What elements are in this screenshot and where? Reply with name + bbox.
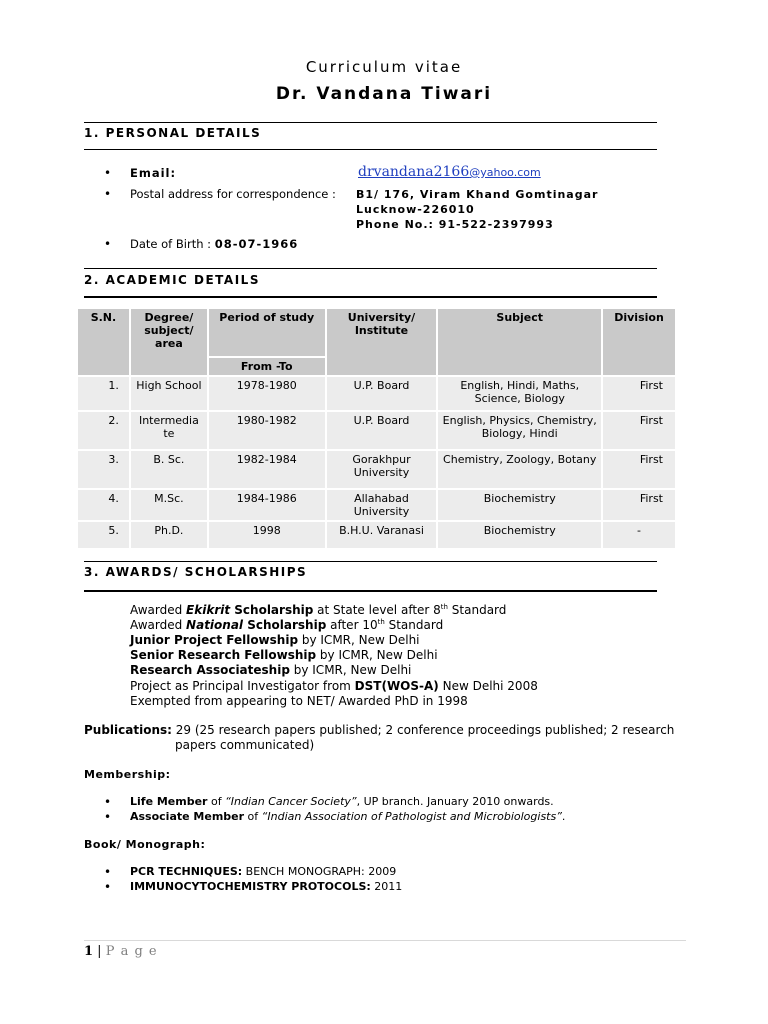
award-text: Awarded <box>130 603 187 617</box>
award-name: Research Associateship <box>130 663 290 677</box>
header-university: University/ Institute <box>326 309 438 376</box>
table-row <box>78 450 676 489</box>
membership-item <box>130 810 565 823</box>
membership-heading: Membership: <box>84 768 171 781</box>
academic-table <box>78 309 677 550</box>
member-org: “Indian Cancer Society” <box>225 795 357 808</box>
book-heading: Book/ Monograph: <box>84 838 206 851</box>
cell-subject: English, Hindi, Maths, Science, Biology <box>437 376 602 411</box>
footer-divider <box>84 940 686 941</box>
cell-degree: M.Sc. <box>130 489 208 521</box>
cell-division: First <box>602 489 676 521</box>
header-sn: S.N. <box>78 309 130 376</box>
cell-university: U.P. Board <box>326 376 438 411</box>
bullet: • <box>104 166 112 180</box>
page-separator: | <box>93 944 106 959</box>
award-text: Project as Principal Investigator from <box>130 679 355 693</box>
cell-degree: Intermedia te <box>130 411 208 450</box>
award-text: by ICMR, New Delhi <box>298 633 420 647</box>
address-line2: Lucknow-226010 <box>356 203 475 216</box>
bullet: • <box>104 865 112 879</box>
award-text: by ICMR, New Delhi <box>289 663 412 677</box>
divider <box>84 296 657 298</box>
publications-line <box>84 723 674 737</box>
cell-degree: Ph.D. <box>130 521 208 549</box>
cell-subject: Biochemistry <box>437 489 602 521</box>
bullet: • <box>104 795 112 809</box>
member-text: , UP branch. January 2010 onwards. <box>356 795 554 808</box>
award-item <box>130 663 411 677</box>
person-name: Dr. Vandana Tiwari <box>275 84 493 104</box>
cell-subject: Chemistry, Zoology, Botany <box>437 450 602 489</box>
book-title: IMMUNOCYTOCHEMISTRY PROTOCOLS: <box>130 880 371 893</box>
dob-value: 08-07-1966 <box>214 237 299 251</box>
award-item <box>130 633 420 647</box>
award-type: Scholarship <box>243 618 327 632</box>
page-footer <box>84 944 158 959</box>
award-name: Junior Project Fellowship <box>130 633 299 647</box>
table-row <box>78 411 676 450</box>
header-degree: Degree/ subject/ area <box>130 309 208 376</box>
superscript: th <box>377 618 385 626</box>
cell-university: Gorakhpur University <box>326 450 438 489</box>
book-title: PCR TECHNIQUES: <box>130 865 243 878</box>
award-item <box>130 603 506 617</box>
awards-heading: 3. AWARDS/ SCHOLARSHIPS <box>84 565 308 579</box>
cell-division: First <box>602 450 676 489</box>
member-text: of <box>207 795 226 808</box>
award-item <box>130 679 538 693</box>
postal-label: Postal address for correspondence : <box>130 187 336 201</box>
publications-text-cont: papers communicated) <box>175 738 315 752</box>
award-name: DST(WOS-A) <box>354 679 439 693</box>
document-title: Curriculum vitae <box>305 58 463 76</box>
cell-division: First <box>602 411 676 450</box>
cell-period: 1980-1982 <box>208 411 326 450</box>
page-number: 1 <box>84 944 94 959</box>
cell-period: 1998 <box>208 521 326 549</box>
bullet: • <box>104 237 112 251</box>
cell-sn: 3. <box>78 450 130 489</box>
academic-details-heading: 2. ACADEMIC DETAILS <box>84 273 260 287</box>
publications-label: Publications: <box>84 723 172 737</box>
award-name: Ekikrit <box>186 603 231 617</box>
cell-degree: High School <box>130 376 208 411</box>
book-item <box>130 865 396 878</box>
dob-row <box>130 237 298 251</box>
divider <box>84 149 657 150</box>
book-text: 2011 <box>370 880 403 893</box>
cell-university: U.P. Board <box>326 411 438 450</box>
member-text: . <box>561 810 566 823</box>
cell-division: - <box>602 521 676 549</box>
address-line1: B1/ 176, Viram Khand Gomtinagar <box>356 188 599 201</box>
cell-sn: 1. <box>78 376 130 411</box>
header-from-to: From -To <box>208 357 326 376</box>
divider <box>84 268 657 269</box>
award-text: Standard <box>447 603 507 617</box>
table-row <box>78 489 676 521</box>
award-type: Scholarship <box>230 603 314 617</box>
header-subject: Subject <box>437 309 602 376</box>
award-name: Senior Research Fellowship <box>130 648 317 662</box>
member-org: “Indian Association of Pathologist and Microbiologists” <box>261 810 562 823</box>
table-row <box>78 376 676 411</box>
award-name: National <box>186 618 244 632</box>
dob-label: Date of Birth : <box>130 237 215 251</box>
email-user: drvandana2166 <box>358 164 470 180</box>
cell-university: Allahabad University <box>326 489 438 521</box>
cell-period: 1984-1986 <box>208 489 326 521</box>
email-domain: @yahoo.com <box>469 166 541 179</box>
email-label: Email: <box>130 166 177 180</box>
publications-text: 29 (25 research papers published; 2 conference proceedings published; 2 research <box>171 723 675 737</box>
bullet: • <box>104 810 112 824</box>
award-text: New Delhi 2008 <box>438 679 538 693</box>
phone-number: Phone No.: 91-522-2397993 <box>356 218 554 231</box>
divider <box>84 561 657 562</box>
award-text: at State level after 8 <box>313 603 441 617</box>
member-type: Life Member <box>130 795 208 808</box>
award-item: Exempted from appearing to NET/ Awarded PhD in 1998 <box>130 694 468 708</box>
divider <box>84 122 657 123</box>
book-item <box>130 880 402 893</box>
header-period: Period of study <box>208 309 326 357</box>
cell-division: First <box>602 376 676 411</box>
cell-subject: English, Physics, Chemistry, Biology, Hindi <box>437 411 602 450</box>
personal-details-heading: 1. PERSONAL DETAILS <box>84 126 262 140</box>
award-item <box>130 618 443 632</box>
superscript: th <box>440 603 448 611</box>
member-type: Associate Member <box>130 810 245 823</box>
table-row <box>78 521 676 549</box>
cell-university: B.H.U. Varanasi <box>326 521 438 549</box>
member-text: of <box>244 810 262 823</box>
award-text: Awarded <box>130 618 187 632</box>
cell-sn: 5. <box>78 521 130 549</box>
award-text: Standard <box>384 618 444 632</box>
award-text: after 10 <box>326 618 378 632</box>
bullet: • <box>104 880 112 894</box>
cell-sn: 4. <box>78 489 130 521</box>
membership-item <box>130 795 554 808</box>
divider <box>84 590 657 592</box>
cell-period: 1982-1984 <box>208 450 326 489</box>
award-item <box>130 648 438 662</box>
page-word: P a g e <box>105 944 158 959</box>
bullet: • <box>104 187 112 201</box>
award-text: by ICMR, New Delhi <box>316 648 438 662</box>
cell-degree: B. Sc. <box>130 450 208 489</box>
header-division: Division <box>602 309 676 376</box>
email-link[interactable] <box>358 164 541 180</box>
cell-sn: 2. <box>78 411 130 450</box>
cell-period: 1978-1980 <box>208 376 326 411</box>
cell-subject: Biochemistry <box>437 521 602 549</box>
book-text: BENCH MONOGRAPH: 2009 <box>242 865 397 878</box>
